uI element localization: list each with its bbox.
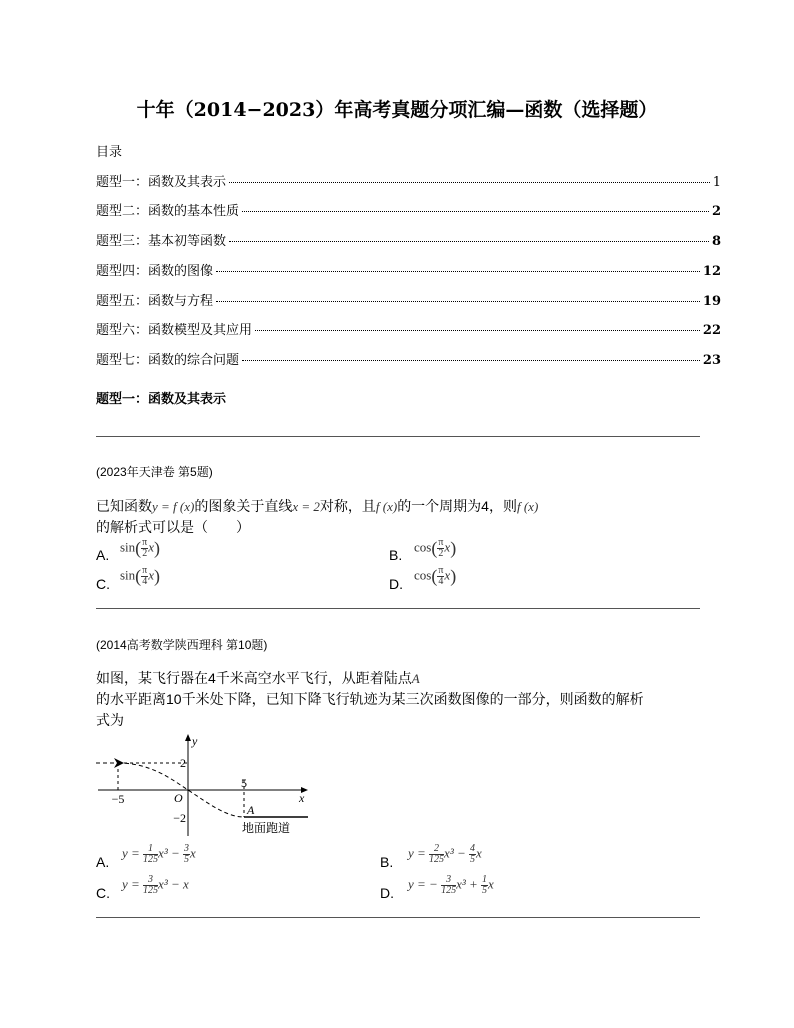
point-a-label: A xyxy=(247,803,255,817)
expr-part: x³ − x xyxy=(158,876,189,892)
fn-name: cos xyxy=(414,567,432,583)
frac-num: 4 xyxy=(470,843,475,854)
option-a-expr xyxy=(122,844,196,865)
flight-path-figure xyxy=(90,730,320,838)
frac-num: π xyxy=(142,537,148,548)
option-c[interactable] xyxy=(96,885,110,901)
expr-part: x³ − xyxy=(444,845,469,861)
toc-entry[interactable] xyxy=(96,230,721,249)
runway-label: 地面跑道 xyxy=(242,821,291,835)
frac-den: 125 xyxy=(143,885,159,896)
stem-text: 的解析式可以是（ ） xyxy=(96,519,250,535)
toc-leader-dots xyxy=(216,271,700,272)
option-d[interactable] xyxy=(380,885,394,901)
stem-text: 式为 xyxy=(96,712,124,728)
frac-den: 2 xyxy=(142,548,148,559)
expr-part: y = xyxy=(122,876,144,892)
stem-text: 的水平距离10千米处下降，已知下降飞行轨迹为某三次函数图像的一部分，则函数的解析 xyxy=(96,691,644,707)
expr-part: x xyxy=(190,845,196,861)
var: x xyxy=(444,567,451,583)
toc-entry[interactable] xyxy=(96,260,721,279)
toc-entry-label: 题型七：函数的综合问题 xyxy=(96,353,240,368)
expr-part: x xyxy=(488,876,494,892)
frac-den: 125 xyxy=(143,854,159,865)
toc-entry-label: 题型三：基本初等函数 xyxy=(96,234,227,249)
toc-leader-dots xyxy=(242,211,709,212)
toc-entry-page: 8 xyxy=(711,234,721,249)
var: x xyxy=(444,539,451,555)
option-c[interactable] xyxy=(96,576,110,592)
frac-num: 3 xyxy=(441,875,456,886)
frac-num: 3 xyxy=(184,843,189,854)
stem-text: 的图象关于直线 xyxy=(194,498,293,514)
option-b[interactable] xyxy=(380,854,393,870)
question-source: (2023年天津卷 第5题) xyxy=(96,465,213,479)
option-letter: A. xyxy=(96,547,110,563)
question-source: (2014高考数学陕西理科 第10题) xyxy=(96,638,268,652)
toc-entry-label: 题型二：函数的基本性质 xyxy=(96,204,240,219)
toc-leader-dots xyxy=(255,330,700,331)
frac-num: π xyxy=(142,565,148,576)
tick-minus-5: −5 xyxy=(111,792,125,806)
option-b[interactable] xyxy=(389,547,402,563)
section-heading: 题型一：函数及其表示 xyxy=(96,392,227,407)
stem-text: 的一个周期为4，则 xyxy=(397,498,517,514)
option-letter: B. xyxy=(380,854,394,870)
toc-leader-dots xyxy=(229,241,709,242)
frac-num: π xyxy=(438,537,444,548)
toc-entry-page: 22 xyxy=(702,323,721,338)
stem-text: 已知函数 xyxy=(96,498,152,514)
fn-name: sin xyxy=(120,539,136,555)
frac-num: 3 xyxy=(143,875,158,886)
tick-minus-2: −2 xyxy=(173,811,186,825)
var: x xyxy=(148,567,155,583)
frac-den: 5 xyxy=(470,854,475,865)
option-a[interactable] xyxy=(96,547,109,563)
option-letter: D. xyxy=(380,885,394,901)
frac-num: π xyxy=(438,565,444,576)
option-c-expr: sin( $\frac{\pi}{4}$ x) xyxy=(120,565,161,587)
option-letter: C. xyxy=(96,576,110,592)
divider xyxy=(96,436,700,437)
y-label: y xyxy=(192,734,198,748)
question-stem xyxy=(96,496,706,537)
expr-part: x xyxy=(476,845,482,861)
option-d-expr xyxy=(408,875,494,896)
option-a-expr: sin( $\frac{\pi}{2}$ x) xyxy=(120,537,161,559)
toc-entry-label: 题型一：函数及其表示 xyxy=(96,175,227,190)
frac-num: 1 xyxy=(143,844,158,855)
option-a[interactable] xyxy=(96,854,109,870)
toc-entry-page: 23 xyxy=(702,353,721,368)
toc-leader-dots xyxy=(229,182,710,183)
toc-entry[interactable] xyxy=(96,200,721,219)
frac-num: 1 xyxy=(482,874,488,885)
stem-text: 如图，某飞行器在4千米高空水平飞行，从距着陆点 xyxy=(96,670,412,686)
toc-entry-page: 19 xyxy=(702,294,721,309)
toc-entry-page: 1 xyxy=(712,175,721,190)
var: x xyxy=(148,539,155,555)
frac-den: 5 xyxy=(184,854,189,865)
frac-den: 125 xyxy=(429,854,445,865)
expr-part: y = − xyxy=(408,876,442,892)
toc-leader-dots xyxy=(216,301,700,302)
toc-entry-page: 12 xyxy=(702,264,721,279)
option-b-expr: cos( $\frac{\pi}{2}$ x) xyxy=(414,537,457,559)
option-letter: A. xyxy=(96,854,110,870)
stem-text: 对称，且 xyxy=(319,498,376,514)
frac-den: 4 xyxy=(142,576,148,587)
expr-part: y = xyxy=(122,845,144,861)
stem-math: x = 2 xyxy=(292,499,320,514)
y-axis-arrow-icon xyxy=(185,734,191,741)
toc-entry-page: 2 xyxy=(711,204,721,219)
option-c-expr xyxy=(122,875,189,896)
option-d-expr: cos( $\frac{\pi}{4}$ x) xyxy=(414,565,457,587)
fn-name: sin xyxy=(120,567,136,583)
stem-math: A xyxy=(411,671,420,686)
option-d[interactable] xyxy=(389,576,403,592)
page-title: 十年（2014−2023）年高考真题分项汇编—函数（选择题） xyxy=(136,99,658,121)
stem-math: f (x) xyxy=(375,499,398,514)
divider xyxy=(96,917,700,918)
expr-part: y = xyxy=(408,845,430,861)
toc-entry[interactable] xyxy=(96,319,721,338)
divider xyxy=(96,608,700,609)
frac-den: 2 xyxy=(438,548,444,559)
option-b-expr xyxy=(408,844,482,865)
tick-5: 5 xyxy=(241,776,247,790)
toc-entry[interactable] xyxy=(96,171,721,190)
x-label: x xyxy=(299,791,305,805)
expr-part: x³ − xyxy=(158,845,183,861)
toc-entry[interactable] xyxy=(96,290,721,309)
toc-leader-dots xyxy=(242,360,700,361)
toc-entry-label: 题型五：函数与方程 xyxy=(96,294,214,309)
fn-name: cos xyxy=(414,539,432,555)
toc-entry-label: 题型六：函数模型及其应用 xyxy=(96,323,253,338)
option-letter: D. xyxy=(389,576,403,592)
tick-2: 2 xyxy=(180,756,186,770)
toc-entry[interactable] xyxy=(96,349,721,368)
frac-den: 4 xyxy=(438,576,444,587)
stem-math: f (x) xyxy=(516,499,539,514)
frac-num: 2 xyxy=(429,844,444,855)
frac-den: 125 xyxy=(441,885,457,896)
option-letter: B. xyxy=(389,547,403,563)
origin-label: O xyxy=(174,791,183,805)
option-letter: C. xyxy=(96,885,110,901)
expr-part: x³ + xyxy=(456,876,482,892)
frac-den: 5 xyxy=(482,885,488,896)
toc-heading: 目录 xyxy=(96,145,123,160)
toc-entry-label: 题型四：函数的图像 xyxy=(96,264,214,279)
question-stem xyxy=(96,668,706,731)
stem-math: y = f (x) xyxy=(152,499,195,514)
